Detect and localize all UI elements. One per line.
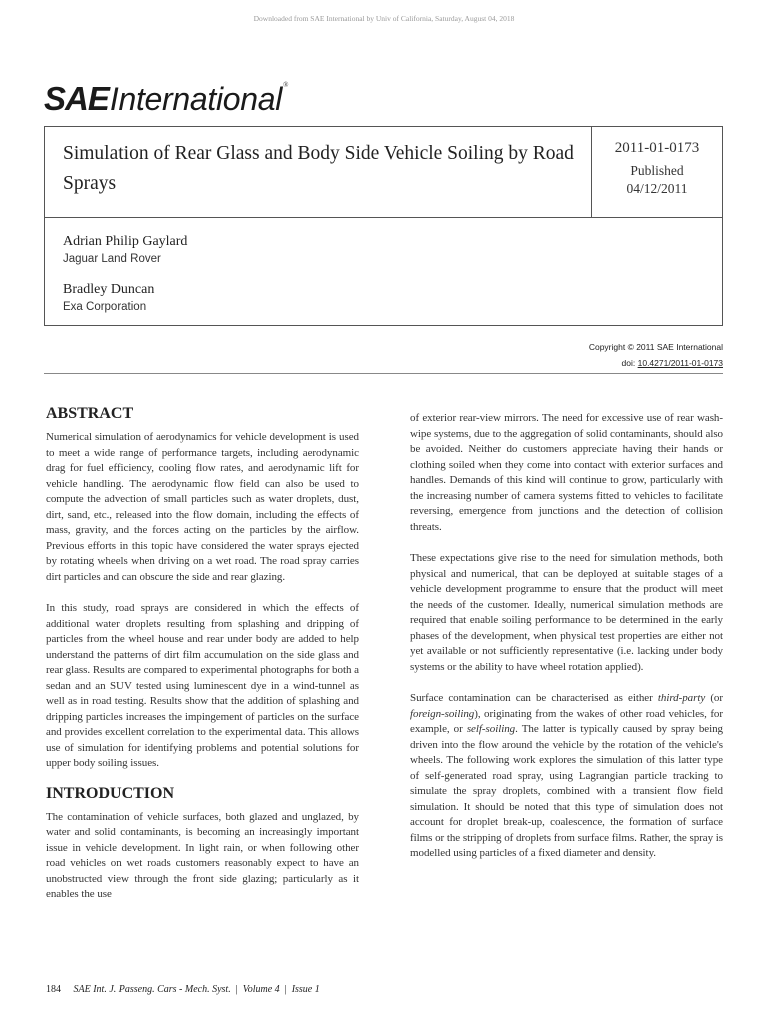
body-paragraph: These expectations give rise to the need for simulation methods, both physical and numerical, that can be deployed at suitable stages of a vehicle development programme to ensure that the product will meet the needs of the customer. Ideally, numerical simulation methods are required that enable soiling performance to be determined in the early phases of the development, when physical test properties are either not yet available or not sufficiently representative (i.e. lacking under body systems or the ability to have wheel rotation applied). <box>410 552 723 673</box>
copyright-text: Copyright © 2011 SAE International <box>588 342 723 352</box>
text-run: ), originating from the wakes of other road vehicles, for example, or <box>410 707 723 735</box>
paper-title: Simulation of Rear Glass and Body Side Vehicle Soiling by Road Sprays <box>63 143 574 194</box>
volume: Volume 4 <box>242 984 280 995</box>
doi-prefix: doi: <box>621 358 636 368</box>
logo-brand: SAE <box>44 80 109 117</box>
body-paragraph: of exterior rear-view mirrors. The need for excessive use of rear wash-wipe systems, due to the aggregation of solid contaminants, should also be avoided. Neither do customers appreciate having their hands or clothing soiled when they come into contact with exterior surfaces and handles. Demands of this kind will continue to grow, particularly with the increasing number of camera systems fitted to vehicles to facilitate reversing, emergence from junctions and the detection of collision threats. <box>410 412 723 533</box>
author-name: Adrian Philip Gaylard <box>63 234 188 249</box>
published-label: Published <box>630 163 684 178</box>
emphasis-term: third-party <box>657 692 706 704</box>
issue: Issue 1 <box>291 984 320 995</box>
left-column <box>46 404 359 903</box>
title-box <box>44 126 723 326</box>
author-name: Bradley Duncan <box>63 282 155 297</box>
author-block <box>63 281 154 315</box>
author-affiliation: Jaguar Land Rover <box>63 253 161 265</box>
paper-meta <box>592 137 722 198</box>
footer-separator: | <box>235 984 238 995</box>
text-run: Surface contamination can be characterised as either <box>410 692 658 704</box>
doi-link[interactable]: 10.4271/2011-01-0173 <box>637 358 723 368</box>
published-date: 04/12/2011 <box>626 181 688 196</box>
right-column <box>410 411 723 862</box>
text-run: . The latter is typically caused by spray being driven into the flow around the vehicle by the rotation of the vehicle's wheels. The following work explores the simulation of this latter type of self-generated road spray, using Lagrangian particle tracking to simulate the spray droplets, combined with a transient flow field simulation. It should be noted that this type of simulation does not account for droplet break-up, coalescence, the formation of surface films or the stripping of droplets from surface films. Rather, the spray is modelled using particles of a fixed diameter and density. <box>410 723 724 859</box>
page-number: 184 <box>46 984 61 995</box>
footer-separator: | <box>284 984 287 995</box>
paper-number: 2011-01-0173 <box>614 140 700 156</box>
copyright-block <box>589 339 723 371</box>
download-notice: Downloaded from SAE International by Univ of California, Saturday, August 04, 2018 <box>253 14 515 23</box>
doi-line <box>589 355 723 371</box>
author-block <box>63 233 187 267</box>
text-run: (or <box>705 692 723 704</box>
emphasis-term: foreign-soiling <box>410 707 475 720</box>
introduction-paragraph: The contamination of vehicle surfaces, both glazed and unglazed, by water and solid contaminants, is becoming an increasingly important issue in vehicle development. In light rain, or when following other road vehicles on wet roads customers reasonably expect to have an unobstructed view through the front side glazing; particularly as it enables the use <box>46 810 359 900</box>
introduction-heading: INTRODUCTION <box>46 784 175 802</box>
abstract-heading: ABSTRACT <box>46 405 134 422</box>
logo-word: International <box>109 81 283 117</box>
journal-name: SAE Int. J. Passeng. Cars - Mech. Syst. <box>73 984 231 995</box>
page-footer <box>46 984 320 995</box>
author-affiliation: Exa Corporation <box>63 301 147 313</box>
abstract-paragraph: Numerical simulation of aerodynamics for vehicle development is used to meet a wide range of performance targets, including aerodynamic drag for fuel efficiency, cooling flow rates, and aerodynamic lift for vehicle handling. The aerodynamic flow field can also be used to compute the advection of small particles such as water droplets, dust, dirt, sand, etc., released into the flow domain, including the effects of mass, gravity, and the forces acting on the particles by the airflow. Previous efforts in this topic have considered the water sprays ejected by rotating wheels when driving on a wet road. The road spray carries dirt particles and can obscure the side and rear glazing. <box>46 431 359 583</box>
emphasis-term: self-soiling <box>466 723 516 735</box>
title-box-divider-horizontal <box>45 217 722 218</box>
sae-international-logo <box>44 80 288 120</box>
body-paragraph <box>410 691 723 862</box>
registered-mark: ® <box>283 81 289 89</box>
abstract-paragraph: In this study, road sprays are considered in which the effects of additional water droplets resulting from splashing and dripping of particles from the wheel house and rear under body are added to help understand the patterns of dirt film accumulation on the side glass and rear glass. Results are compared to experimental photographs for both a sedan and an SUV tested using luminescent dye in a wind-tunnel as well as in road testing. Results show that the addition of splashing and dripping particles increases the impingement of particles on the surface and provides excellent correlation to the experimental data. This allows use of simulation for identifying problems and potential solutions for upper body soiling issues. <box>46 602 359 769</box>
header-rule <box>44 373 723 374</box>
